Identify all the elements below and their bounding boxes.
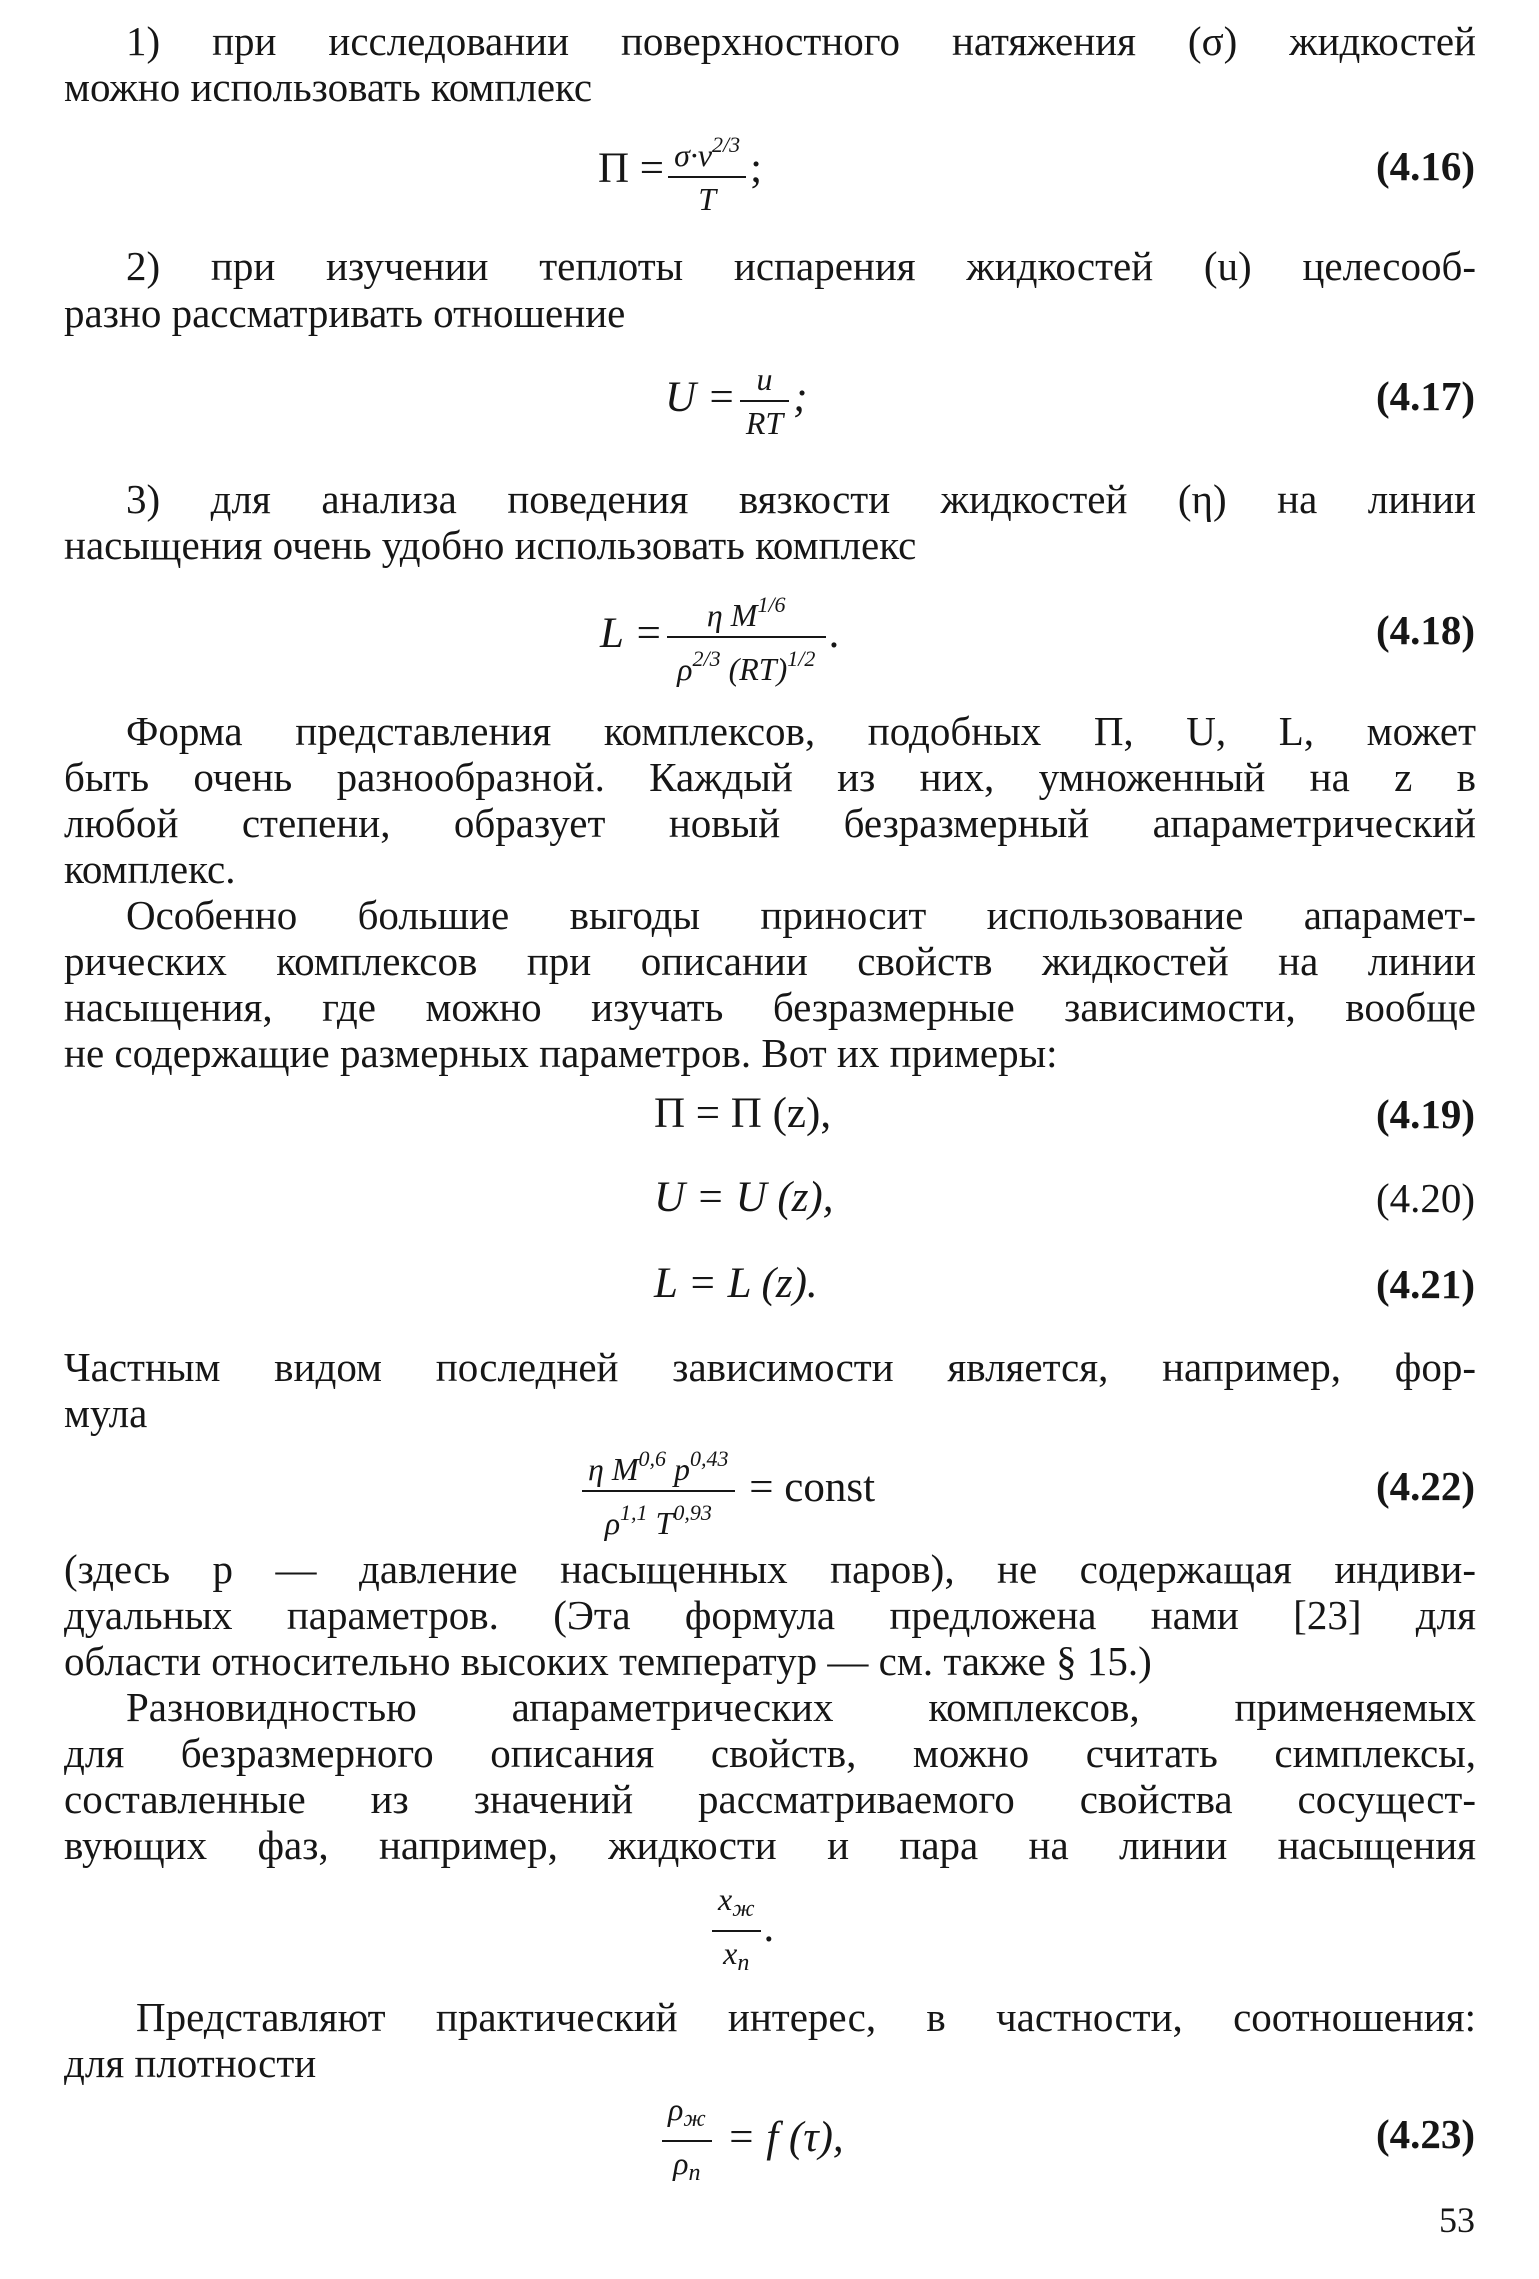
page-number: 53 [1439, 2200, 1475, 2240]
text-line: 2) при изучении теплоты испарения жидкостей (u) целесооб- [126, 243, 1476, 289]
equation-number: (4.22) [1375, 1463, 1475, 1509]
fraction-denominator: T [698, 181, 717, 217]
fraction-numerator: $x_ж$ [712, 1880, 761, 1932]
fraction [582, 1440, 735, 1542]
equation-4-17 [665, 360, 808, 442]
equation-4-18 [600, 586, 840, 688]
eq-rhs: = f (τ), [726, 2113, 844, 2161]
equation-number: (4.20) [1375, 1175, 1475, 1221]
text-line: дуальных параметров. (Эта формула предложена нами [23] для [64, 1592, 1476, 1638]
text-line: насыщения, где можно изучать безразмерные зависимости, вообще [64, 984, 1476, 1030]
eq-tail: ; [793, 373, 808, 421]
equation-number: (4.21) [1375, 1261, 1475, 1307]
eq-lhs: L = [600, 609, 663, 657]
text-line: Форма представления комплексов, подобных П, U, L, может [126, 708, 1476, 754]
equation-number: (4.19) [1375, 1091, 1475, 1137]
equation-number: (4.17) [1375, 373, 1475, 419]
fraction-numerator: $\sigma\cdot v^{2/3}$ [668, 126, 746, 178]
equation-number: (4.23) [1375, 2111, 1475, 2157]
equation-number: (4.16) [1375, 143, 1475, 189]
fraction-numerator: η M$^{0,6}$ $p^{0,43}$ [582, 1440, 735, 1492]
text-line: вующих фаз, например, жидкости и пара на линии насыщения [64, 1822, 1476, 1868]
equation-4-21: L = L (z). [654, 1260, 818, 1307]
text-line: быть очень разнообразной. Каждый из них, умноженный на z в [64, 754, 1476, 800]
equation-4-22 [578, 1440, 875, 1542]
text-line: можно использовать комплекс [64, 64, 593, 110]
text-line: для плотности [64, 2040, 317, 2086]
eq-tail: ; [750, 144, 763, 192]
equation-4-20: U = U (z), [654, 1174, 834, 1221]
equation-4-16 [598, 126, 762, 218]
text-line: 1) при исследовании поверхностного натяжения (σ) жидкостей [126, 18, 1476, 64]
equation-number: (4.18) [1375, 607, 1475, 653]
fraction-numerator: u [740, 360, 789, 402]
text-line: 3) для анализа поведения вязкости жидкостей (η) на линии [126, 476, 1476, 522]
fraction-denominator: $\rho^{1,1}$ T$^{0,93}$ [604, 1500, 712, 1541]
fraction [662, 2090, 712, 2192]
fraction [740, 360, 789, 442]
text-line: рических комплексов при описании свойств жидкостей на линии [64, 938, 1476, 984]
eq-lhs: U = [665, 373, 736, 421]
eq-tail: . [764, 1903, 776, 1951]
text-line: для безразмерного описания свойств, можно считать симплексы, [64, 1730, 1476, 1776]
text-line: Частным видом последней зависимости является, например, фор- [64, 1344, 1476, 1390]
text-line: насыщения очень удобно использовать комплекс [64, 522, 917, 568]
eq-tail: . [829, 609, 841, 657]
text-line: мула [64, 1390, 148, 1436]
text-line: (здесь p — давление насыщенных паров), не содержащая индиви- [64, 1546, 1476, 1592]
fraction [668, 126, 746, 218]
text-line: области относительно высоких температур — см. также § 15.) [64, 1638, 1152, 1684]
text-line: разно рассматривать отношение [64, 290, 626, 336]
equation-4-19: П = П (z), [654, 1090, 832, 1137]
text-line: Особенно большие выгоды приносит использование апарамет- [126, 892, 1476, 938]
equation-4-23 [658, 2090, 844, 2192]
eq-rhs: = const [749, 1463, 876, 1511]
fraction-denominator: $\rho_п$ [673, 2145, 701, 2186]
fraction-numerator: η $M^{1/6}$ [667, 586, 826, 638]
eq-lhs: П = [598, 144, 665, 192]
fraction [712, 1880, 761, 1982]
text-line: не содержащие размерных параметров. Вот их примеры: [64, 1030, 1058, 1076]
fraction-denominator: $x_п$ [723, 1935, 750, 1976]
fraction-numerator: $\rho_ж$ [662, 2090, 712, 2142]
text-line: Представляют практический интерес, в частности, соотношения: [136, 1994, 1476, 2040]
text-line: Разновидностью апараметрических комплексов, применяемых [126, 1684, 1476, 1730]
fraction-denominator: RT [745, 405, 784, 441]
fraction-denominator: $\rho^{2/3}$ (RT)$^{1/2}$ [677, 646, 816, 687]
fraction [667, 586, 826, 688]
text-line: любой степени, образует новый безразмерный апараметрический [64, 800, 1476, 846]
text-line: составленные из значений рассматриваемого свойства сосущест- [64, 1776, 1476, 1822]
simplex-equation [708, 1880, 775, 1982]
text-line: комплекс. [64, 846, 236, 892]
